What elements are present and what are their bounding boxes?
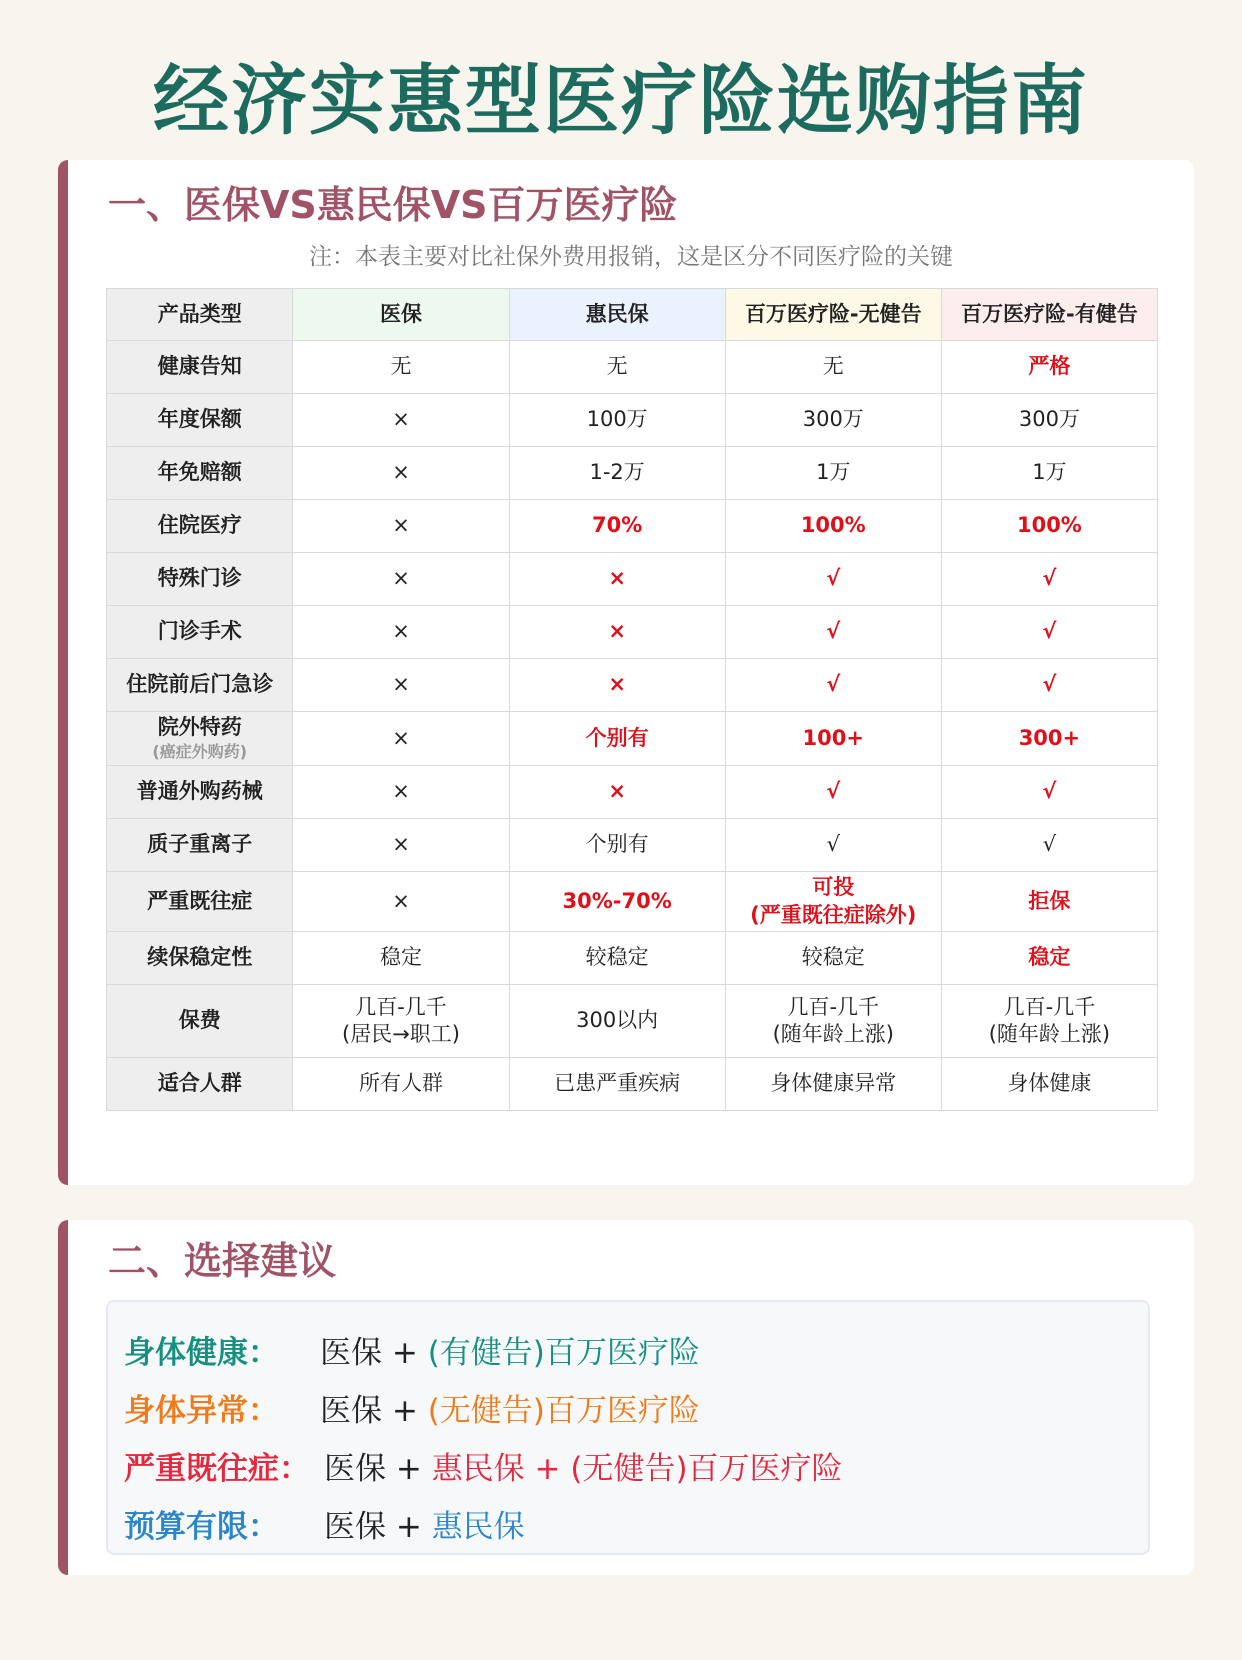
advice-label: 身体健康： — [124, 1334, 279, 1371]
row-label: 住院前后门急诊 — [107, 659, 293, 712]
table-row — [107, 872, 1158, 932]
table-cell: 所有人群 — [293, 1058, 509, 1111]
row-label: 门诊手术 — [107, 606, 293, 659]
advice-base: 医保 + — [320, 1334, 428, 1371]
table-cell: × — [509, 553, 725, 606]
cell-line: 几百-几千 — [355, 994, 447, 1019]
page-title: 经济实惠型医疗险选购指南 — [153, 56, 1089, 145]
row-label: 年免赔额 — [107, 447, 293, 500]
table-row — [107, 766, 1158, 819]
cell-line-note: (居民→职工) — [342, 1022, 460, 1046]
advice-recommendation: 惠民保 — [431, 1508, 525, 1545]
table-cell — [725, 872, 941, 932]
table-cell: 1-2万 — [509, 447, 725, 500]
advice-box — [106, 1300, 1150, 1555]
row-label: 健康告知 — [107, 341, 293, 394]
advice-base: 医保 + — [320, 1392, 428, 1429]
cell-line-note: (随年龄上涨) — [772, 1022, 894, 1046]
table-row — [107, 932, 1158, 985]
table-cell: 较稳定 — [509, 932, 725, 985]
table-cell: × — [509, 766, 725, 819]
column-header-type: 产品类型 — [107, 289, 293, 341]
table-cell — [941, 985, 1157, 1058]
table-cell: √ — [941, 606, 1157, 659]
table-cell: 300万 — [941, 394, 1157, 447]
table-cell — [293, 985, 509, 1058]
cell-line: 几百-几千 — [787, 994, 880, 1019]
table-row — [107, 500, 1158, 553]
advice-recommendation: (有健告)百万医疗险 — [427, 1334, 700, 1371]
table-cell: 个别有 — [509, 712, 725, 766]
table-cell: √ — [941, 766, 1157, 819]
table-row — [107, 985, 1158, 1058]
column-header-yibao: 医保 — [293, 289, 509, 341]
table-cell: × — [293, 394, 509, 447]
table-cell: × — [293, 500, 509, 553]
table-cell: 身体健康 — [941, 1058, 1157, 1111]
table-cell: × — [293, 447, 509, 500]
table-cell: 已患严重疾病 — [509, 1058, 725, 1111]
table-cell: 拒保 — [941, 872, 1157, 932]
table-cell: √ — [725, 659, 941, 712]
comparison-section — [58, 160, 1194, 1185]
row-label: 住院医疗 — [107, 500, 293, 553]
table-cell: √ — [941, 659, 1157, 712]
advice-item-healthy — [124, 1320, 1132, 1378]
table-cell: 无 — [725, 341, 941, 394]
advice-item-abnormal — [124, 1378, 1132, 1436]
table-row — [107, 447, 1158, 500]
section-heading-advice: 二、选择建议 — [108, 1239, 337, 1283]
column-header-huiminbao: 惠民保 — [509, 289, 725, 341]
table-cell: √ — [725, 766, 941, 819]
comparison-table — [106, 288, 1158, 1111]
table-cell: × — [293, 553, 509, 606]
table-cell: 300以内 — [509, 985, 725, 1058]
table-cell: 100+ — [725, 712, 941, 766]
table-cell: 严格 — [941, 341, 1157, 394]
cell-line-note: (随年龄上涨) — [988, 1022, 1111, 1046]
table-cell: 无 — [293, 341, 509, 394]
table-cell: × — [293, 659, 509, 712]
row-label: 普通外购药械 — [107, 766, 293, 819]
table-cell: × — [509, 659, 725, 712]
column-header-million-with-health: 百万医疗险-有健告 — [941, 289, 1157, 341]
table-cell: 1万 — [941, 447, 1157, 500]
advice-base: 医保 + — [324, 1450, 432, 1487]
table-cell: × — [293, 766, 509, 819]
table-cell: 身体健康异常 — [725, 1058, 941, 1111]
advice-label: 严重既往症： — [124, 1450, 310, 1487]
row-label: 续保稳定性 — [107, 932, 293, 985]
row-label: 适合人群 — [107, 1058, 293, 1111]
table-cell: 100% — [941, 500, 1157, 553]
advice-item-budget — [124, 1494, 1132, 1552]
table-row — [107, 394, 1158, 447]
table-cell: 70% — [509, 500, 725, 553]
advice-item-preexisting — [124, 1436, 1132, 1494]
advice-recommendation: (无健告)百万医疗险 — [427, 1392, 700, 1429]
table-row — [107, 341, 1158, 394]
table-cell: × — [509, 606, 725, 659]
table-cell: 无 — [509, 341, 725, 394]
table-cell: √ — [725, 553, 941, 606]
column-header-million-no-health: 百万医疗险-无健告 — [725, 289, 941, 341]
table-cell: × — [293, 712, 509, 766]
advice-base: 医保 + — [324, 1508, 432, 1545]
table-cell: 1万 — [725, 447, 941, 500]
table-cell: 100万 — [509, 394, 725, 447]
advice-section — [58, 1220, 1194, 1575]
advice-label: 身体异常： — [124, 1392, 279, 1429]
section-heading-comparison: 一、医保VS惠民保VS百万医疗险 — [108, 183, 678, 227]
table-row — [107, 1058, 1158, 1111]
row-sublabel: (癌症外购药) — [152, 741, 248, 761]
table-cell: × — [293, 606, 509, 659]
table-row — [107, 659, 1158, 712]
table-row — [107, 553, 1158, 606]
row-label-main: 院外特药 — [157, 715, 242, 740]
cell-line: 几百-几千 — [1003, 994, 1096, 1019]
table-cell: 稳定 — [293, 932, 509, 985]
table-row — [107, 712, 1158, 766]
table-cell: √ — [725, 606, 941, 659]
row-label: 年度保额 — [107, 394, 293, 447]
table-cell: √ — [941, 819, 1157, 872]
table-cell: × — [293, 819, 509, 872]
row-label: 质子重离子 — [107, 819, 293, 872]
table-cell: 300万 — [725, 394, 941, 447]
table-row — [107, 606, 1158, 659]
table-cell — [725, 985, 941, 1058]
advice-label: 预算有限： — [124, 1508, 279, 1545]
cell-line: 可投 — [812, 875, 855, 900]
table-cell: √ — [725, 819, 941, 872]
cell-line-note: (严重既往症除外) — [750, 902, 917, 927]
table-note: 注：本表主要对比社保外费用报销，这是区分不同医疗险的关键 — [309, 244, 953, 270]
table-cell: 30%-70% — [509, 872, 725, 932]
table-cell: 稳定 — [941, 932, 1157, 985]
row-label: 严重既往症 — [107, 872, 293, 932]
table-cell: × — [293, 872, 509, 932]
table-cell: 个别有 — [509, 819, 725, 872]
table-cell: 100% — [725, 500, 941, 553]
row-label — [107, 712, 293, 766]
table-cell: 300+ — [941, 712, 1157, 766]
table-cell: 较稳定 — [725, 932, 941, 985]
row-label: 保费 — [107, 985, 293, 1058]
table-row — [107, 819, 1158, 872]
advice-recommendation: 惠民保 + (无健告)百万医疗险 — [431, 1450, 843, 1487]
table-cell: √ — [941, 553, 1157, 606]
table-header-row — [107, 289, 1158, 341]
row-label: 特殊门诊 — [107, 553, 293, 606]
